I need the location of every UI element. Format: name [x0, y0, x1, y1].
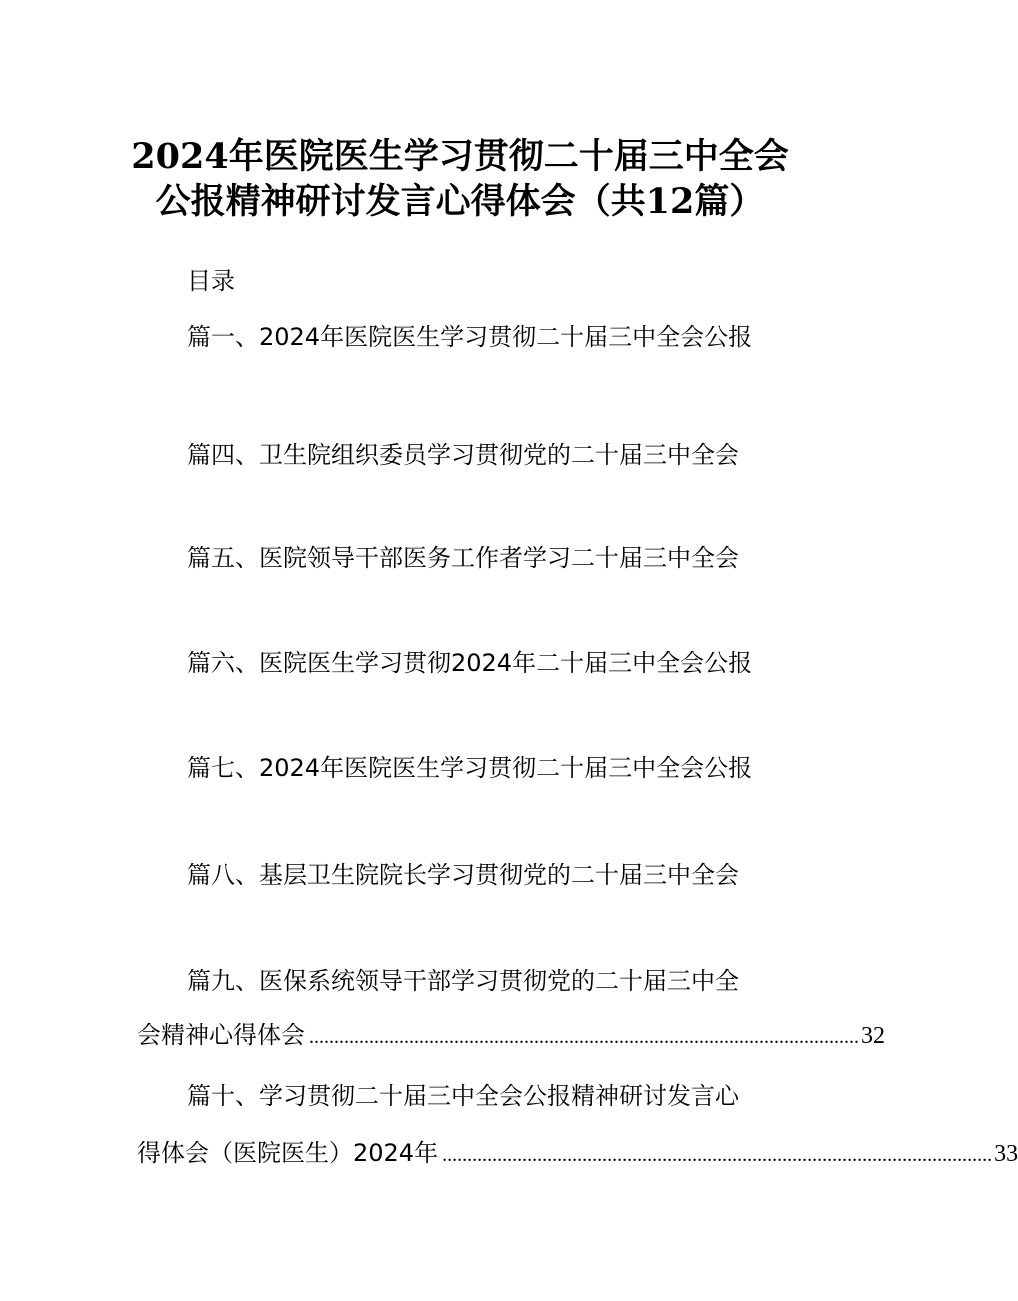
- toc-entry-9-line-2: 会精神心得体会: [137, 1021, 305, 1049]
- toc-page-number: 32: [861, 1023, 885, 1049]
- toc-dot-leader: ..............................................................................................................: [442, 1144, 993, 1166]
- toc-entry-9[interactable]: 篇九、医保系统领导干部学习贯彻党的二十届三中全: [187, 967, 739, 995]
- toc-entry-7[interactable]: 篇七、2024年医院医生学习贯彻二十届三中全会公报: [187, 754, 753, 782]
- toc-entry-6[interactable]: 篇六、医院医生学习贯彻2024年二十届三中全会公报: [187, 649, 753, 677]
- toc-entry-9-continuation[interactable]: [137, 1020, 885, 1052]
- document-title-line-1: 2024年医院医生学习贯彻二十届三中全会: [131, 136, 789, 177]
- toc-entry-10-continuation[interactable]: [137, 1138, 1018, 1170]
- toc-entry-8[interactable]: 篇八、基层卫生院院长学习贯彻党的二十届三中全会: [187, 861, 739, 889]
- toc-dot-leader: ..............................................................................................................: [309, 1026, 859, 1048]
- toc-entry-10[interactable]: 篇十、学习贯彻二十届三中全会公报精神研讨发言心: [187, 1082, 739, 1110]
- toc-entry-4[interactable]: 篇四、卫生院组织委员学习贯彻党的二十届三中全会: [187, 441, 739, 469]
- toc-entry-5[interactable]: 篇五、医院领导干部医务工作者学习二十届三中全会: [187, 544, 739, 572]
- document-title-line-2: 公报精神研讨发言心得体会（共12篇）: [155, 181, 765, 222]
- toc-heading: 目录: [187, 267, 235, 295]
- toc-entry-10-line-2: 得体会（医院医生）2024年: [137, 1139, 439, 1167]
- toc-entry-1[interactable]: 篇一、2024年医院医生学习贯彻二十届三中全会公报: [187, 323, 753, 351]
- toc-page-number: 33: [994, 1141, 1018, 1167]
